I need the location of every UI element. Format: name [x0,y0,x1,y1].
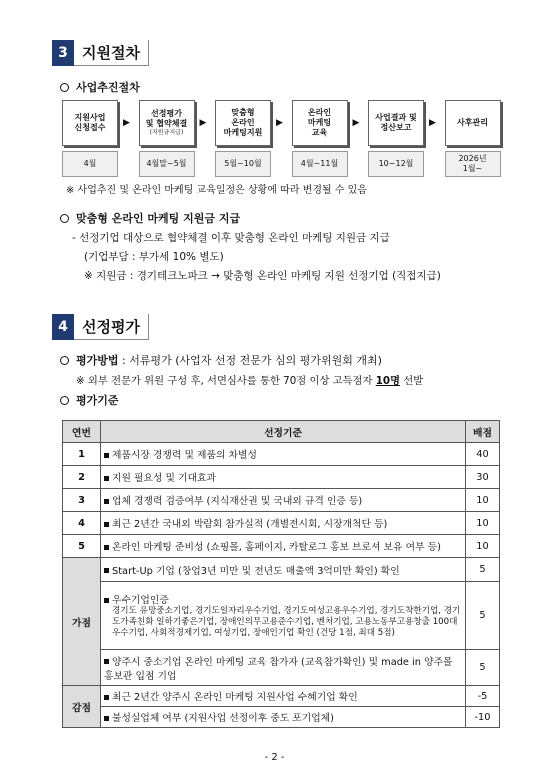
step-period: 4월말~5월 [139,151,195,177]
step-box [62,100,118,146]
grant-heading: 맞춤형 온라인 마케팅 지원금 지급 [60,210,240,226]
row-number: 1 [63,443,101,466]
criteria-text: 양주시 중소기업 온라인 마케팅 교육 참가자 (교육참가확인) 및 made in 양주몰 홍보관 입점 기업 [104,656,453,682]
square-bullet-icon [104,453,109,458]
row-number: 2 [63,466,101,489]
square-bullet-icon [104,598,109,603]
criteria-heading: 평가기준 [60,392,119,408]
criteria-text-cell [101,650,466,686]
step-title: 사업결과 및 정산보고 [375,113,417,132]
section-4-header [52,314,149,340]
evaluation-method: 평가방법 : 서류평가 (사업자 선정 전문가 심의 평가위원회 개최) [60,352,382,368]
row-score: 5 [466,558,500,582]
criteria-text: 최근 2년간 국내외 박람회 참가실적 (개별전시회, 시장개척단 등) [112,519,388,530]
row-score: 10 [466,489,500,512]
step-period: 4월~11월 [292,151,348,177]
penalty-label: 감점 [63,686,101,728]
step-box [139,100,195,146]
arrow-right-icon: ▶ [429,118,436,128]
step-box [445,100,501,146]
step-period: 2026년 1월~ [445,151,501,177]
table-row [63,535,500,558]
grant-line-3: ※ 지원금 : 경기테크노파크 → 맞춤형 온라인 마케팅 지원 선정기업 (직접지급) [84,270,441,282]
step-period: 5월~10월 [215,151,271,177]
section-title: 선정평가 [74,314,149,340]
arrow-right-icon: ▶ [123,118,130,128]
criteria-text-cell [101,466,466,489]
row-score: 40 [466,443,500,466]
table-row [63,707,500,728]
criteria-text-cell [101,707,466,728]
row-score: -5 [466,686,500,707]
page-number: - 2 - [264,752,285,763]
process-step [292,100,348,177]
criteria-text: 제품시장 경쟁력 및 제품의 차별성 [112,450,257,461]
process-flow [62,100,502,180]
col-header: 연번 [63,421,101,443]
criteria-text: 최근 2년간 양주시 온라인 마케팅 지원사업 수혜기업 확인 [112,692,358,703]
table-row [63,489,500,512]
row-score: 5 [466,650,500,686]
circle-bullet-icon [60,396,69,405]
criteria-text: Start-Up 기업 (창업3년 미만 및 전년도 매출액 3억미만 확인) 확인 [112,565,400,577]
square-bullet-icon [104,695,109,700]
table-row [63,512,500,535]
evaluation-note: ※ 외부 전문가 위원 구성 후, 서면심사를 통한 70점 이상 고득점자 10명 선발 [76,375,424,387]
circle-bullet-icon [60,356,69,365]
row-score: 10 [466,535,500,558]
row-number: 4 [63,512,101,535]
square-bullet-icon [104,568,109,573]
process-heading: 사업추진절차 [60,79,140,95]
section-title: 지원절차 [74,40,149,66]
table-row [63,558,500,582]
col-header: 선정기준 [101,421,466,443]
circle-bullet-icon [60,83,69,92]
criteria-text-cell [101,489,466,512]
criteria-detail: 경기도 유망중소기업, 경기도일자리우수기업, 경기도여성고용우수기업, 경기도착한기업, 경기도가족친화 일하기좋은기업, 장애인의무고용준수기업, 벤처기업, 고용노동부고용창출 100대우수기업, 사회적경제기업, 여성기업, 장애인기업 확인 (건당 1점, 최대 5점) [112,606,461,638]
arrow-right-icon: ▶ [276,118,283,128]
process-step [139,100,195,177]
step-box [368,100,424,146]
square-bullet-icon [104,659,109,664]
table-row [63,686,500,707]
process-step [445,100,501,177]
table-row [63,443,500,466]
step-subtitle: (지원금지급) [149,129,184,137]
row-number: 3 [63,489,101,512]
table-row [63,466,500,489]
arrow-right-icon: ▶ [199,118,207,128]
step-period: 4월 [62,151,118,177]
step-title: 사후관리 [457,118,488,127]
criteria-text-cell [101,443,466,466]
circle-bullet-icon [60,214,69,223]
square-bullet-icon [104,522,109,527]
square-bullet-icon [104,545,109,550]
step-title: 지원사업 신청접수 [74,113,106,132]
square-bullet-icon [104,716,109,721]
grant-line-2: (기업부담 : 부가세 10% 별도) [84,251,224,263]
process-step [368,100,424,177]
criteria-text: 지원 필요성 및 기대효과 [112,473,216,484]
table-header-row [63,421,500,443]
row-score: 5 [466,582,500,650]
step-period: 10~12월 [368,151,424,177]
step-title: 맞춤형 온라인 마케팅지원 [223,108,263,137]
step-box [292,100,348,146]
process-step [62,100,118,177]
criteria-text-cell [101,582,466,650]
step-box [215,100,271,146]
process-step [215,100,271,177]
criteria-text-cell [101,686,466,707]
square-bullet-icon [104,499,109,504]
grant-line-1: - 선정기업 대상으로 협약체결 이후 맞춤형 온라인 마케팅 지원금 지급 [72,232,390,244]
row-score: 10 [466,512,500,535]
section-number: 3 [52,40,74,66]
table-row [63,650,500,686]
criteria-text-cell [101,535,466,558]
arrow-right-icon: ▶ [352,118,360,128]
criteria-table [62,420,500,728]
criteria-text: 업체 경쟁력 검증여부 (지식재산권 및 국내외 규격 인증 등) [112,496,363,507]
criteria-text-cell [101,512,466,535]
criteria-text-cell [101,558,466,582]
step-title: 온라인 마케팅 교육 [307,108,332,137]
row-score: 30 [466,466,500,489]
row-number: 5 [63,535,101,558]
square-bullet-icon [104,476,109,481]
row-score: -10 [466,707,500,728]
col-header: 배점 [466,421,500,443]
criteria-text: 우수기업인증 [112,595,169,607]
bonus-label: 가점 [63,558,101,686]
step-title: 선정평가 및 협약체결 [145,109,188,129]
section-number: 4 [52,314,74,340]
process-note: ※ 사업추진 및 온라인 마케팅 교육일정은 상황에 따라 변경될 수 있음 [66,185,367,196]
criteria-text: 온라인 마케팅 준비성 (쇼핑몰, 홈페이지, 카탈로그 홍보 브로셔 보유 여부 등) [112,542,441,553]
criteria-text: 불성실업체 여부 (지원사업 선정이후 중도 포기업체) [112,713,334,724]
section-3-header [52,40,149,66]
table-row [63,582,500,650]
